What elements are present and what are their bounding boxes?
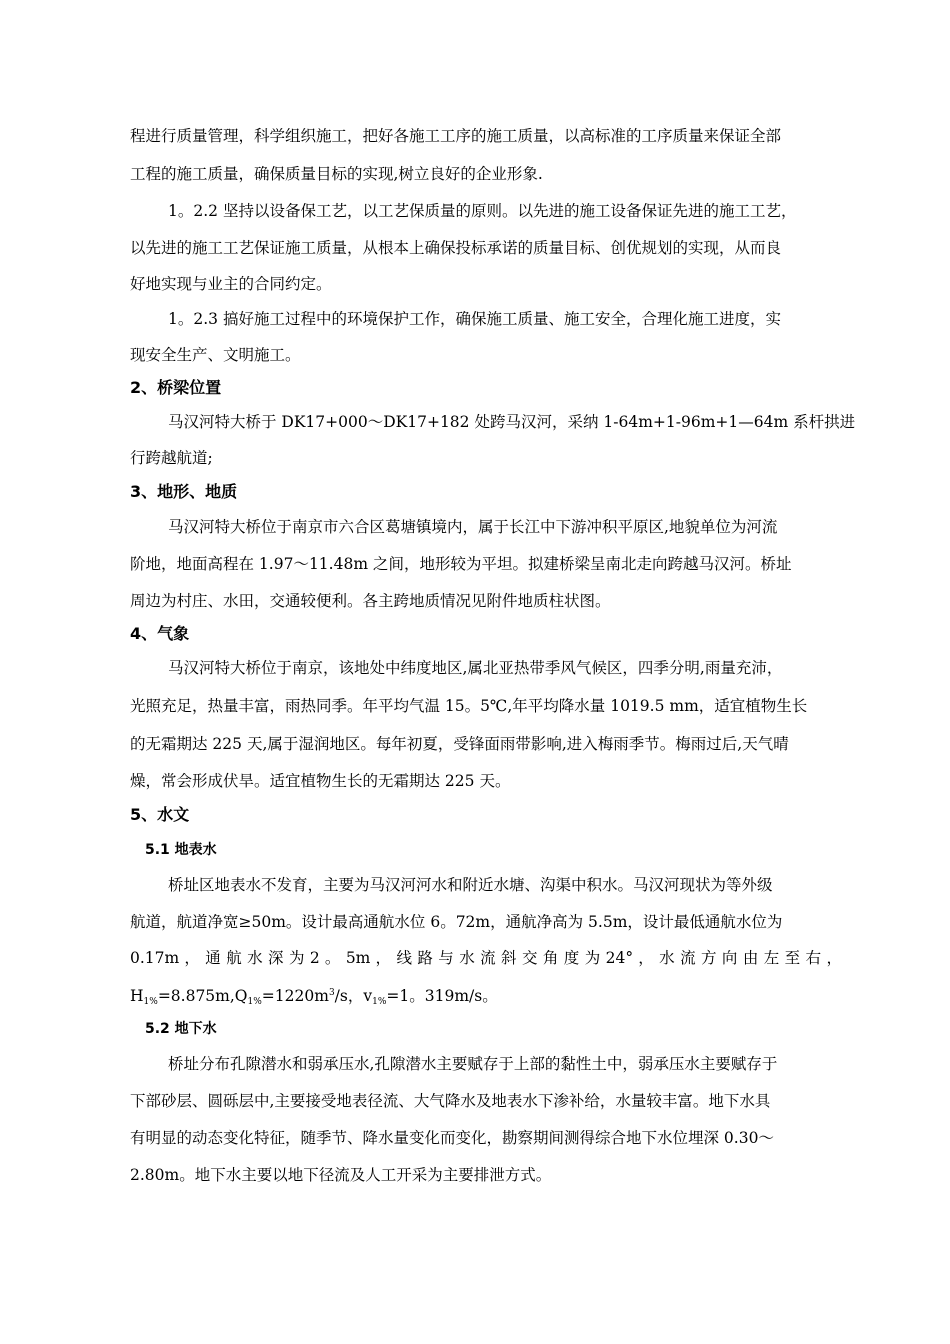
subsection-heading: 5.1 地表水 [145,842,217,858]
paragraph-line: 马汉河特大桥位于南京市六合区葛塘镇境内，属于长江中下游冲积平原区,地貌单位为河流 [168,518,778,536]
formula-q-tail: /s，v [334,987,373,1005]
paragraph-line: 工程的施工质量，确保质量目标的实现,树立良好的企业形象. [130,165,543,183]
paragraph-line: 好地实现与业主的合同约定。 [130,275,332,293]
formula-q-sup: 3 [328,988,335,998]
section-heading: 3、地形、地质 [130,482,238,501]
paragraph-line: 程进行质量管理，科学组织施工，把好各施工工序的施工质量，以高标准的工序质量来保证全部 [130,127,782,145]
section-heading: 2、桥梁位置 [130,378,222,397]
hydrology-formula [130,986,498,1006]
paragraph-line: 燥，常会形成伏旱。适宜植物生长的无霜期达 225 天。 [130,772,511,790]
paragraph-line: 以先进的施工工艺保证施工质量，从根本上确保投标承诺的质量目标、创优规划的实现，从而良 [130,239,782,257]
paragraph-line: 2.80m。地下水主要以地下径流及人工开采为主要排泄方式。 [130,1166,552,1184]
paragraph-line: 1。2.2 坚持以设备保工艺，以工艺保质量的原则。以先进的施工设备保证先进的施工工艺， [168,202,797,220]
paragraph-line: 阶地，地面高程在 1.97～11.48m 之间，地形较为平坦。拟建桥梁呈南北走向跨越马汉河。桥址 [130,555,792,573]
paragraph-line: 行跨越航道; [130,449,213,467]
section-heading: 5、水文 [130,805,190,824]
formula-h-val: =8.875m,Q [157,987,248,1005]
formula-h-sub: 1% [143,997,158,1007]
formula-v-sub: 1% [372,997,387,1007]
paragraph-line: 航道，航道净宽≥50m。设计最高通航水位 6。72m，通航净高为 5.5m，设计最低通航水位为 [130,913,783,931]
paragraph-line: 马汉河特大桥位于南京，该地处中纬度地区,属北亚热带季风气候区，四季分明,雨量充沛， [168,659,783,677]
formula-h: H [130,987,144,1005]
subsection-heading: 5.2 地下水 [145,1021,217,1037]
formula-q-val: =1220m [261,987,329,1005]
paragraph-line: 桥址区地表水不发育，主要为马汉河河水和附近水塘、沟渠中积水。马汉河现状为等外级 [168,876,773,894]
paragraph-line: 的无霜期达 225 天,属于湿润地区。每年初夏，受锋面雨带影响,进入梅雨季节。梅雨过后,天气晴 [130,735,789,753]
paragraph-line: 周边为村庄、水田，交通较便利。各主跨地质情况见附件地质柱状图。 [130,592,611,610]
paragraph-line: 现安全生产、文明施工。 [130,346,301,364]
paragraph-line: 1。2.3 搞好施工过程中的环境保护工作，确保施工质量、施工安全，合理化施工进度，实 [168,310,781,328]
formula-q-sub: 1% [247,997,262,1007]
paragraph-line: 桥址分布孔隙潜水和弱承压水,孔隙潜水主要赋存于上部的黏性土中，弱承压水主要赋存于 [168,1055,778,1073]
formula-v-val: =1。319m/s。 [386,987,498,1005]
section-heading: 4、气象 [130,624,190,643]
paragraph-line: 0.17m ， 通 航 水 深 为 2 。 5m ， 线 路 与 水 流 斜 交 角 度 为 24° ， 水 流 方 向 由 左 至 右 ， [130,949,842,967]
paragraph-line: 下部砂层、圆砾层中,主要接受地表径流、大气降水及地表水下渗补给，水量较丰富。地下水具 [130,1092,771,1110]
paragraph-line: 有明显的动态变化特征，随季节、降水量变化而变化，勘察期间测得综合地下水位埋深 0.30～ [130,1129,774,1147]
paragraph-line: 光照充足，热量丰富，雨热同季。年平均气温 15。5℃,年平均降水量 1019.5 mm，适宜植物生长 [130,697,808,715]
paragraph-line: 马汉河特大桥于 DK17+000～DK17+182 处跨马汉河，采纳 1-64m+1-96m+1—64m 系杆拱进 [168,413,856,431]
